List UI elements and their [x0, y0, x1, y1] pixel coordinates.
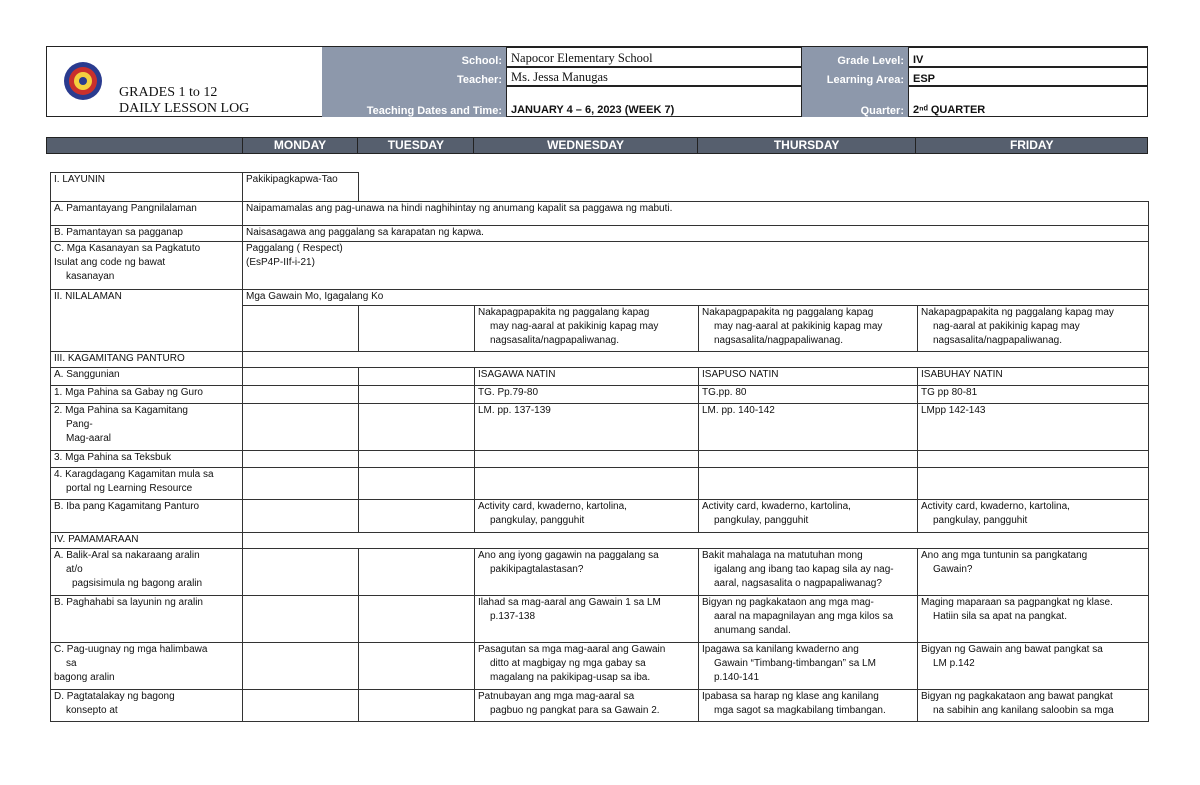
- kagamitan-label: III. KAGAMITANG PANTURO: [51, 352, 243, 368]
- pag-uugnay-thursday: Ipagawa sa kanilang kwaderno ang Gawain “Timbang-timbangan” sa LM p.140-141: [699, 643, 918, 690]
- learning-area-value: ESP: [908, 67, 1148, 86]
- gabay-label: 1. Mga Pahina sa Gabay ng Guro: [51, 386, 243, 404]
- pagganap-label: B. Pamantayan sa pagganap: [51, 226, 243, 242]
- title-grades: GRADES 1 to 12: [119, 85, 218, 100]
- layunin-label: I. LAYUNIN: [51, 173, 243, 202]
- objective-friday: Nakapagpapakita ng paggalang kapag may nag-aaral at pakikinig kapag may nagsasalita/nagpapaliwanag.: [918, 306, 1149, 352]
- row-pamamaraan: [51, 533, 1149, 549]
- pamantayang-label: A. Pamantayang Pangnilalaman: [51, 202, 243, 226]
- pagtatalakay-friday: Bigyan ng pagkakataon ang bawat pangkat na sabihin ang kanilang saloobin sa mga: [918, 690, 1149, 722]
- row-pagtatalakay: [51, 690, 1149, 722]
- layunin-value: Pakikipagkapwa-Tao: [243, 173, 359, 202]
- pag-uugnay-label: C. Pag-uugnay ng mga halimbawa sa bagong aralin: [51, 643, 243, 690]
- school-value: Napocor Elementary School: [506, 47, 802, 67]
- day-thursday: THURSDAY: [698, 138, 917, 153]
- iba-thursday: Activity card, kwaderno, kartolina, pangkulay, pangguhit: [699, 500, 918, 533]
- balik-aral-label: A. Balik-Aral sa nakaraang aralin at/o pagsisimula ng bagong aralin: [51, 549, 243, 596]
- gabay-thursday: TG.pp. 80: [699, 386, 918, 404]
- pagtatalakay-wednesday: Patnubayan ang mga mag-aaral sa pagbuo ng pangkat para sa Gawain 2.: [475, 690, 699, 722]
- karagdagang-label: 4. Karagdagang Kagamitan mula sa portal ng Learning Resource: [51, 468, 243, 500]
- sanggunian-wednesday: ISAGAWA NATIN: [475, 368, 699, 386]
- lm-label: 2. Mga Pahina sa Kagamitang Pang- Mag-aaral: [51, 404, 243, 451]
- teacher-label: Teacher:: [322, 67, 506, 86]
- teksbuk-label: 3. Mga Pahina sa Teksbuk: [51, 451, 243, 468]
- day-wednesday: WEDNESDAY: [474, 138, 698, 153]
- pag-uugnay-friday: Bigyan ng Gawain ang bawat pangkat sa LM p.142: [918, 643, 1149, 690]
- pag-uugnay-wednesday: Pasagutan sa mga mag-aaral ang Gawain ditto at magbigay ng mga gabay sa magalang na pakikipag-usap sa iba.: [475, 643, 699, 690]
- pagtatalakay-label: D. Pagtatalakay ng bagong konsepto at: [51, 690, 243, 722]
- daybar-blank: [47, 138, 243, 153]
- teaching-dates-label: Teaching Dates and Time:: [322, 86, 506, 117]
- row-pag-uugnay: [51, 643, 1149, 690]
- kasanayan-value: Paggalang ( Respect) (EsP4P-IIf-i-21): [243, 242, 1149, 290]
- grade-level-label: Grade Level:: [802, 47, 908, 67]
- pamamaraan-label: IV. PAMAMARAAN: [51, 533, 243, 549]
- weekday-header-bar: [46, 137, 1148, 154]
- teacher-value: Ms. Jessa Manugas: [506, 67, 802, 86]
- sanggunian-thursday: ISAPUSO NATIN: [699, 368, 918, 386]
- lm-wednesday: LM. pp. 137-139: [475, 404, 699, 451]
- objective-thursday: Nakapagpapakita ng paggalang kapag may nag-aaral at pakikinig kapag may nagsasalita/nagpapaliwanag.: [699, 306, 918, 352]
- lesson-log-table: [50, 172, 1149, 722]
- pamantayang-value: Naipamamalas ang pag-unawa na hindi naghihintay ng anumang kapalit sa paggawa ng mabuti.: [243, 202, 1149, 226]
- gabay-wednesday: TG. Pp.79-80: [475, 386, 699, 404]
- paghahabi-friday: Maging maparaan sa pagpangkat ng klase. Hatiin sila sa apat na pangkat.: [918, 596, 1149, 643]
- quarter-value: 2ⁿᵈ QUARTER: [908, 86, 1148, 117]
- teaching-dates-value: JANUARY 4 – 6, 2023 (WEEK 7): [506, 86, 802, 117]
- deped-seal-icon: [63, 61, 103, 101]
- balik-aral-friday: Ano ang mga tuntunin sa pangkatang Gawain?: [918, 549, 1149, 596]
- nilalaman-value: Mga Gawain Mo, Igagalang Ko: [243, 290, 1149, 306]
- row-gabay-guro: [51, 386, 1149, 404]
- nilalaman-label: II. NILALAMAN: [51, 290, 243, 352]
- row-nilalaman: [51, 290, 1149, 306]
- paghahabi-thursday: Bigyan ng pagkakataon ang mga mag- aaral na mapagnilayan ang mga kilos sa anumang sandal.: [699, 596, 918, 643]
- iba-friday: Activity card, kwaderno, kartolina, pangkulay, pangguhit: [918, 500, 1149, 533]
- title-daily-lesson-log: DAILY LESSON LOG: [119, 101, 250, 116]
- row-kasanayan: [51, 242, 1149, 290]
- paghahabi-label: B. Paghahabi sa layunin ng aralin: [51, 596, 243, 643]
- row-pamantayan-pagganap: [51, 226, 1149, 242]
- paghahabi-wednesday: Ilahad sa mag-aaral ang Gawain 1 sa LM p.137-138: [475, 596, 699, 643]
- iba-label: B. Iba pang Kagamitang Panturo: [51, 500, 243, 533]
- school-label: School:: [322, 47, 506, 67]
- day-tuesday: TUESDAY: [358, 138, 474, 153]
- row-paghahabi: [51, 596, 1149, 643]
- balik-aral-thursday: Bakit mahalaga na matutuhan mong igalang ang ibang tao kapag sila ay nag- aaral, nagsasalita o nagpapaliwanag?: [699, 549, 918, 596]
- row-layunin: [51, 173, 1149, 202]
- balik-aral-wednesday: Ano ang iyong gagawin na paggalang sa pakikipagtalastasan?: [475, 549, 699, 596]
- kasanayan-label: C. Mga Kasanayan sa Pagkatuto Isulat ang code ng bawat kasanayan: [51, 242, 243, 290]
- row-kagamitan: [51, 352, 1149, 368]
- iba-wednesday: Activity card, kwaderno, kartolina, pangkulay, pangguhit: [475, 500, 699, 533]
- row-kagamitang-mag-aaral: [51, 404, 1149, 451]
- row-balik-aral: [51, 549, 1149, 596]
- day-friday: FRIDAY: [916, 138, 1147, 153]
- log-title: [119, 85, 249, 117]
- sanggunian-label: A. Sanggunian: [51, 368, 243, 386]
- sanggunian-friday: ISABUHAY NATIN: [918, 368, 1149, 386]
- row-pamantayang-pangnilalaman: [51, 202, 1149, 226]
- lm-friday: LMpp 142-143: [918, 404, 1149, 451]
- row-karagdagang-kagamitan: [51, 468, 1149, 500]
- row-iba-pang-kagamitan: [51, 500, 1149, 533]
- gabay-friday: TG pp 80-81: [918, 386, 1149, 404]
- lm-thursday: LM. pp. 140-142: [699, 404, 918, 451]
- row-sanggunian: [51, 368, 1149, 386]
- pagtatalakay-thursday: Ipabasa sa harap ng klase ang kanilang mga sagot sa magkabilang timbangan.: [699, 690, 918, 722]
- pagganap-value: Naisasagawa ang paggalang sa karapatan ng kapwa.: [243, 226, 1149, 242]
- day-monday: MONDAY: [243, 138, 359, 153]
- grade-level-value: IV: [908, 47, 1148, 67]
- quarter-label: Quarter:: [802, 86, 908, 117]
- row-teksbuk: [51, 451, 1149, 468]
- objective-wednesday: Nakapagpapakita ng paggalang kapag may nag-aaral at pakikinig kapag may nagsasalita/nagpapaliwanag.: [475, 306, 699, 352]
- learning-area-label: Learning Area:: [802, 67, 908, 86]
